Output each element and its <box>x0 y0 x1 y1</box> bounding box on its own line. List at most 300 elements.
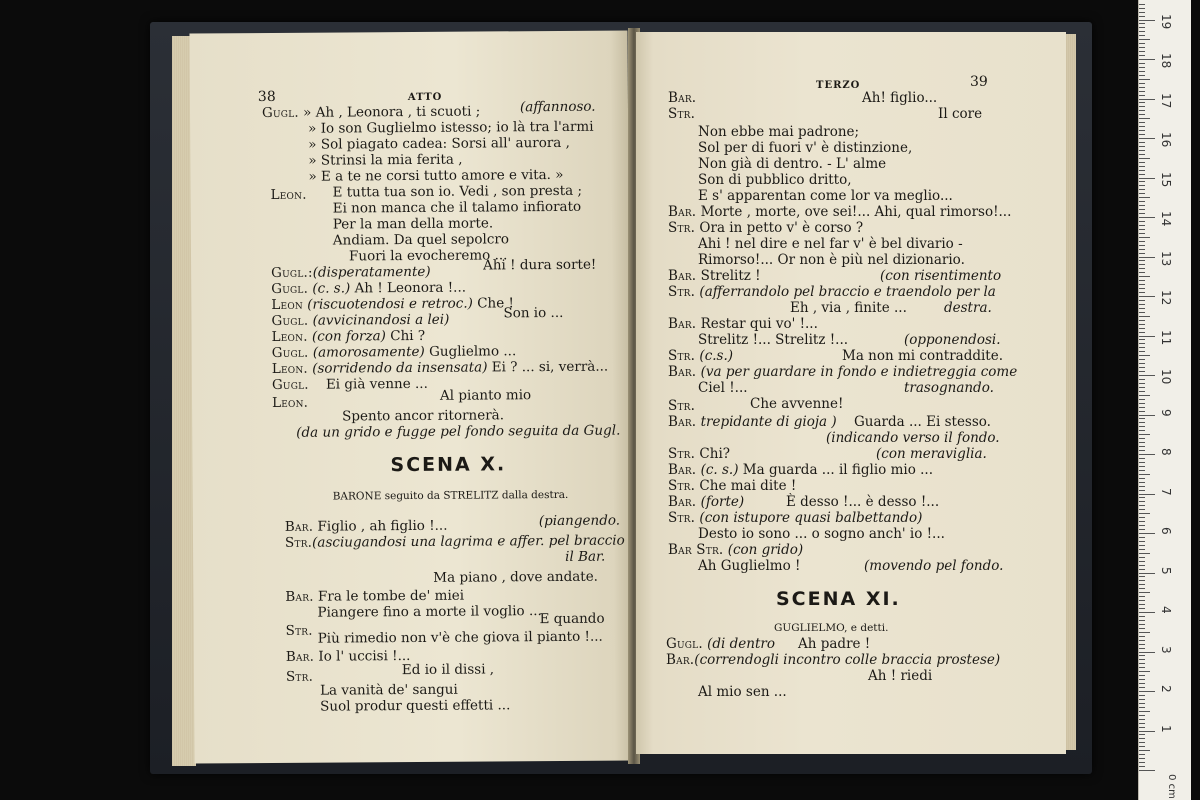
ruler-tick <box>1139 47 1145 48</box>
ruler-tick <box>1139 343 1145 344</box>
text-line: Bar. (va per guardare in fondo e indietreggia come <box>668 364 1018 380</box>
ruler-tick <box>1139 691 1155 692</box>
ruler-tick <box>1139 79 1150 80</box>
ruler-tick <box>1139 158 1150 159</box>
ruler-tick <box>1139 695 1145 696</box>
ruler-tick <box>1139 67 1145 68</box>
text-line: Leon. (sorridendo da insensata) Ei ? ... si, verrà... <box>271 358 609 377</box>
scene-title: SCENA X. <box>390 453 507 477</box>
right-page <box>636 32 1066 754</box>
text-line: Ma piano , dove andate. <box>433 568 599 586</box>
ruler-tick <box>1139 652 1155 653</box>
ruler-tick <box>1139 336 1155 337</box>
ruler-tick <box>1139 517 1145 518</box>
ruler-tick <box>1139 727 1145 728</box>
ruler-tick <box>1139 584 1145 585</box>
ruler-tick <box>1139 23 1145 24</box>
ruler-tick <box>1139 679 1145 680</box>
text-line: Ahi ! nel dire e nel far v' è bel divario - <box>698 236 963 252</box>
ruler-number: 2 <box>1159 685 1173 693</box>
text-line: Il core <box>938 106 983 122</box>
ruler-tick <box>1139 35 1145 36</box>
ruler-tick <box>1139 415 1155 416</box>
ruler-tick <box>1139 99 1155 100</box>
scene-title: SCENA XI. <box>776 588 901 610</box>
text-line: È desso !... è desso !... <box>786 494 940 510</box>
text-line: Ei non manca che il talamo infiorato <box>332 198 582 217</box>
text-line: Leon. (con forza) Chi ? <box>271 327 426 345</box>
ruler-tick <box>1139 426 1145 427</box>
ruler-tick <box>1139 359 1145 360</box>
text-line: Ciel !... <box>698 380 748 396</box>
ruler-tick <box>1139 55 1145 56</box>
ruler-tick <box>1139 624 1145 625</box>
speaker: Str. <box>285 668 314 685</box>
text-line: Suol produr questi effetti ... <box>320 697 511 715</box>
text-line: Gugl.:(disperatamente) <box>271 263 431 281</box>
ruler-tick <box>1139 466 1145 467</box>
text-line: Str. Che mai dite ! <box>668 478 797 494</box>
ruler-tick <box>1139 758 1145 759</box>
ruler-tick <box>1139 185 1145 186</box>
text-line: Gugl. Ei già venne ... <box>271 375 428 393</box>
stage-direction: (da un grido e fugge pel fondo seguita da Gugl. <box>296 422 621 441</box>
stage-direction: (con meraviglia. <box>876 446 987 462</box>
stage-direction: (piangendo. <box>538 512 621 530</box>
ruler-tick <box>1139 83 1145 84</box>
ruler-tick <box>1139 411 1145 412</box>
text-line: Bar. Morte , morte, ove sei!... Ahi, qual rimorso!... <box>668 204 1012 220</box>
ruler-tick <box>1139 719 1145 720</box>
ruler-number: 12 <box>1159 290 1173 306</box>
text-line: Bar Str. (con grido) <box>668 542 804 558</box>
speaker: Str. <box>668 106 696 122</box>
text-line: Gugl. » Ah , Leonora , ti scuoti ; <box>261 103 481 122</box>
ruler-tick <box>1139 31 1145 32</box>
ruler-tick <box>1139 497 1145 498</box>
ruler-tick <box>1139 450 1145 451</box>
ruler-tick <box>1139 446 1145 447</box>
text-line: Al pianto mio <box>439 387 532 404</box>
ruler-tick <box>1139 663 1145 664</box>
running-header: TERZO <box>816 80 861 91</box>
ruler-tick <box>1139 731 1155 732</box>
text-line: Bar. trepidante di gioja ) <box>668 414 837 430</box>
text-line: Ah Guglielmo ! <box>698 558 801 574</box>
ruler-tick <box>1139 154 1145 155</box>
ruler-tick <box>1139 501 1145 502</box>
ruler-tick <box>1139 284 1145 285</box>
ruler-tick <box>1139 280 1145 281</box>
ruler-tick <box>1139 620 1145 621</box>
ruler-tick <box>1139 521 1145 522</box>
ruler-tick <box>1139 193 1145 194</box>
ruler-tick <box>1139 754 1145 755</box>
ruler-tick <box>1139 513 1150 514</box>
ruler-tick <box>1139 138 1155 139</box>
text-line: Ahi ! dura sorte! <box>483 256 597 274</box>
text-line: Son di pubblico dritto, <box>698 172 852 188</box>
ruler-tick <box>1139 683 1145 684</box>
ruler-tick <box>1139 12 1145 13</box>
ruler-tick <box>1139 260 1145 261</box>
ruler-tick <box>1139 126 1145 127</box>
ruler-tick <box>1139 237 1150 238</box>
text-line: E tutta tua son io. Vedi , son presta ; <box>332 182 583 201</box>
ruler-tick <box>1139 249 1145 250</box>
ruler-tick <box>1139 734 1145 735</box>
ruler-tick <box>1139 505 1145 506</box>
ruler-tick <box>1139 387 1145 388</box>
ruler-tick <box>1139 715 1145 716</box>
speaker: Str. <box>285 622 313 639</box>
ruler-tick <box>1139 675 1145 676</box>
text-line: Bar. (c. s.) Ma guarda ... il figlio mio ... <box>668 462 933 478</box>
ruler-tick <box>1139 332 1145 333</box>
ruler-tick <box>1139 272 1145 273</box>
ruler-tick <box>1139 403 1145 404</box>
ruler-tick <box>1139 580 1145 581</box>
ruler-tick <box>1139 75 1145 76</box>
text-line: Leon (riscuotendosi e retroc.) Che ! <box>271 295 514 313</box>
ruler-tick <box>1139 596 1145 597</box>
ruler-tick <box>1139 328 1145 329</box>
measuring-ruler <box>1138 0 1191 800</box>
ruler-number: 8 <box>1159 448 1173 456</box>
ruler-tick <box>1139 363 1145 364</box>
ruler-tick <box>1139 288 1145 289</box>
ruler-tick <box>1139 150 1145 151</box>
ruler-tick <box>1139 217 1155 218</box>
ruler-tick <box>1139 20 1155 21</box>
ruler-tick <box>1139 490 1145 491</box>
text-line: E quando <box>539 610 605 628</box>
ruler-tick <box>1139 399 1145 400</box>
ruler-tick <box>1139 608 1145 609</box>
ruler-tick <box>1139 470 1145 471</box>
ruler-number: 10 <box>1159 369 1173 385</box>
ruler-tick <box>1139 257 1155 258</box>
ruler-tick <box>1139 178 1155 179</box>
ruler-tick <box>1139 241 1145 242</box>
ruler-tick <box>1139 268 1145 269</box>
ruler-tick <box>1139 533 1155 534</box>
scene-subtitle: GUGLIELMO, e detti. <box>774 622 889 634</box>
ruler-tick <box>1139 300 1145 301</box>
text-line: » Io son Guglielmo istesso; io là tra l'armi <box>308 118 594 137</box>
text-line: Son io ... <box>503 304 564 322</box>
ruler-tick <box>1139 711 1150 712</box>
text-line: Bar.(correndogli incontro colle braccia prostese) <box>666 652 1001 668</box>
text-line: Bar. (forte) <box>668 494 745 510</box>
text-line: Gugl. (amorosamente) Guglielmo ... <box>271 343 517 361</box>
ruler-tick <box>1139 375 1155 376</box>
ruler-number: 19 <box>1159 13 1173 29</box>
ruler-tick <box>1139 442 1145 443</box>
ruler-tick <box>1139 162 1145 163</box>
ruler-tick <box>1139 233 1145 234</box>
ruler-tick <box>1139 91 1145 92</box>
text-line: Eh , via , finite ... <box>790 300 907 316</box>
ruler-tick <box>1139 541 1145 542</box>
ruler-tick <box>1139 430 1145 431</box>
text-line: Guarda ... Ei stesso. <box>854 414 991 430</box>
ruler-tick <box>1139 723 1145 724</box>
ruler-tick <box>1139 134 1145 135</box>
text-line: Non già di dentro. - L' alme <box>698 156 887 172</box>
ruler-tick <box>1139 422 1145 423</box>
text-line: Gugl. (c. s.) Ah ! Leonora !... <box>271 279 467 297</box>
ruler-tick <box>1139 197 1150 198</box>
ruler-tick <box>1139 561 1145 562</box>
ruler-tick <box>1139 655 1145 656</box>
ruler-tick <box>1139 612 1155 613</box>
ruler-number: 15 <box>1159 171 1173 187</box>
text-line: Str. (con istupore quasi balbettando) <box>668 510 923 526</box>
ruler-tick <box>1139 225 1145 226</box>
text-line: Ah padre ! <box>798 636 871 652</box>
ruler-tick <box>1139 391 1145 392</box>
ruler-number: 16 <box>1159 132 1173 148</box>
ruler-tick <box>1139 292 1145 293</box>
ruler-tick <box>1139 8 1145 9</box>
ruler-tick <box>1139 742 1145 743</box>
ruler-tick <box>1139 320 1145 321</box>
ruler-number: 5 <box>1159 566 1173 575</box>
ruler-tick <box>1139 371 1145 372</box>
ruler-number: 14 <box>1159 211 1173 227</box>
ruler-tick <box>1139 592 1150 593</box>
ruler-tick <box>1139 462 1145 463</box>
stage-direction: trasognando. <box>904 380 994 396</box>
text-line: Bar. Fra le tombe de' miei <box>285 587 465 605</box>
ruler-tick <box>1139 383 1145 384</box>
ruler-tick <box>1139 667 1145 668</box>
ruler-number: 1 <box>1159 724 1173 733</box>
stage-direction: (opponendosi. <box>904 332 1001 348</box>
ruler-tick <box>1139 458 1145 459</box>
ruler-tick <box>1139 482 1145 483</box>
text-line: Ah ! riedi <box>868 668 933 684</box>
stage-direction: (indicando verso il fondo. <box>826 430 1000 446</box>
ruler-tick <box>1139 545 1145 546</box>
ruler-number: 6 <box>1159 527 1173 535</box>
ruler-tick <box>1139 245 1145 246</box>
ruler-tick <box>1139 671 1150 672</box>
ruler-tick <box>1139 253 1145 254</box>
ruler-tick <box>1139 478 1145 479</box>
text-line: Sol per di fuori v' è distinzione, <box>698 140 913 156</box>
text-line: Bar. Figlio , ah figlio !... <box>284 517 448 535</box>
ruler-tick <box>1139 648 1145 649</box>
ruler-tick <box>1139 51 1145 52</box>
ruler-tick <box>1139 276 1150 277</box>
ruler-number: 4 <box>1159 606 1173 614</box>
ruler-tick <box>1139 687 1145 688</box>
ruler-number: 13 <box>1159 250 1173 266</box>
ruler-tick <box>1139 509 1145 510</box>
ruler-tick <box>1139 264 1145 265</box>
text-line: Al mio sen ... <box>698 684 787 700</box>
ruler-tick <box>1139 4 1145 5</box>
text-line: Str.(asciugandosi una lagrima e affer. pel braccio <box>284 532 625 551</box>
ruler-tick <box>1139 114 1145 115</box>
ruler-tick <box>1139 699 1145 700</box>
ruler-tick <box>1139 213 1145 214</box>
ruler-number: 11 <box>1159 329 1173 345</box>
ruler-unit-label: 0 cm <box>1165 774 1177 799</box>
text-line: Piangere fino a morte il voglio ... <box>317 603 542 621</box>
ruler-tick <box>1139 43 1145 44</box>
stage-direction: (affannoso. <box>519 98 596 116</box>
ruler-number: 18 <box>1159 53 1173 69</box>
ruler-tick <box>1139 229 1145 230</box>
ruler-tick <box>1139 573 1155 574</box>
ruler-tick <box>1139 201 1145 202</box>
text-line: Ed io il dissi , <box>401 661 495 679</box>
ruler-tick <box>1139 110 1145 111</box>
ruler-tick <box>1139 339 1145 340</box>
text-line: » E a te ne corsi tutto amore e vita. » <box>308 166 564 185</box>
ruler-tick <box>1139 588 1145 589</box>
ruler-tick <box>1139 170 1145 171</box>
ruler-tick <box>1139 707 1145 708</box>
ruler-tick <box>1139 59 1155 60</box>
ruler-tick <box>1139 87 1145 88</box>
ruler-tick <box>1139 16 1145 17</box>
ruler-tick <box>1139 766 1145 767</box>
ruler-tick <box>1139 604 1145 605</box>
ruler-tick <box>1139 474 1150 475</box>
ruler-tick <box>1139 308 1145 309</box>
stage-direction: (con risentimento <box>880 268 1002 284</box>
ruler-tick <box>1139 304 1145 305</box>
speaker: Leon. <box>270 186 307 203</box>
ruler-tick <box>1139 122 1145 123</box>
ruler-tick <box>1139 118 1150 119</box>
text-line: Ma non mi contraddite. <box>842 348 1003 364</box>
stage-direction: destra. <box>944 300 992 316</box>
ruler-tick <box>1139 63 1145 64</box>
text-line: Str. (afferrandolo pel braccio e traendolo per la <box>668 284 996 300</box>
text-line: Bar. Strelitz ! <box>668 268 761 284</box>
ruler-tick <box>1139 312 1145 313</box>
text-line: Gugl. (di dentro <box>666 636 775 652</box>
ruler-tick <box>1139 146 1145 147</box>
speaker: Bar. <box>668 90 697 106</box>
running-header: ATTO <box>407 91 443 104</box>
ruler-tick <box>1139 494 1155 495</box>
ruler-tick <box>1139 644 1145 645</box>
text-line: E s' apparentan come lor va meglio... <box>698 188 953 204</box>
ruler-tick <box>1139 750 1150 751</box>
ruler-tick <box>1139 529 1145 530</box>
ruler-tick <box>1139 355 1150 356</box>
ruler-tick <box>1139 616 1145 617</box>
text-line: Per la man della morte. <box>332 215 494 233</box>
ruler-tick <box>1139 576 1145 577</box>
ruler-tick <box>1139 407 1145 408</box>
ruler-tick <box>1139 296 1155 297</box>
text-line: Str. (c.s.) <box>668 348 734 364</box>
ruler-tick <box>1139 557 1145 558</box>
ruler-tick <box>1139 27 1145 28</box>
ruler-tick <box>1139 221 1145 222</box>
ruler-tick <box>1139 537 1145 538</box>
ruler-tick <box>1139 395 1150 396</box>
ruler-tick <box>1139 434 1150 435</box>
ruler-tick <box>1139 569 1145 570</box>
text-line: Più rimedio non v'è che giova il pianto !... <box>317 628 603 647</box>
ruler-tick <box>1139 189 1145 190</box>
ruler-tick <box>1139 142 1145 143</box>
text-line: Str. Ora in petto v' è corso ? <box>668 220 864 236</box>
text-line: Bar. Restar qui vo' !... <box>668 316 818 332</box>
ruler-tick <box>1139 418 1145 419</box>
stage-direction: (movendo pel fondo. <box>864 558 1004 574</box>
ruler-tick <box>1139 770 1155 771</box>
text-line: Che avvenne! <box>750 396 844 412</box>
ruler-number: 7 <box>1159 487 1173 496</box>
text-line: Spento ancor ritornerà. <box>342 407 505 425</box>
ruler-tick <box>1139 628 1145 629</box>
ruler-number: 3 <box>1159 645 1173 654</box>
stage-direction: il Bar. <box>565 548 606 565</box>
ruler-tick <box>1139 106 1145 107</box>
ruler-tick <box>1139 454 1155 455</box>
ruler-tick <box>1139 738 1145 739</box>
text-line: Rimorso!... Or non è più nel dizionario. <box>698 252 965 268</box>
ruler-tick <box>1139 636 1145 637</box>
speaker: Str. <box>668 398 696 414</box>
text-line: Andiam. Da quel sepolcro <box>332 231 510 249</box>
page-number: 38 <box>257 88 276 106</box>
ruler-tick <box>1139 438 1145 439</box>
text-line: Fuori la evocheremo ... <box>348 247 508 265</box>
ruler-tick <box>1139 703 1145 704</box>
ruler-tick <box>1139 659 1145 660</box>
ruler-tick <box>1139 600 1145 601</box>
ruler-tick <box>1139 351 1145 352</box>
ruler-tick <box>1139 209 1145 210</box>
ruler-tick <box>1139 316 1150 317</box>
text-line: » Strinsi la mia ferita , <box>308 151 463 169</box>
ruler-tick <box>1139 71 1145 72</box>
ruler-tick <box>1139 102 1145 103</box>
ruler-tick <box>1139 746 1145 747</box>
ruler-tick <box>1139 174 1145 175</box>
ruler-tick <box>1139 324 1145 325</box>
ruler-tick <box>1139 39 1150 40</box>
text-line: La vanità de' sangui <box>319 681 458 699</box>
ruler-tick <box>1139 379 1145 380</box>
ruler-tick <box>1139 640 1145 641</box>
left-page <box>189 30 632 763</box>
text-line: Strelitz !... Strelitz !... <box>698 332 849 348</box>
text-line: Str. Chi? <box>668 446 731 462</box>
scene-subtitle: BARONE seguito da STRELITZ dalla destra. <box>332 488 569 503</box>
ruler-tick <box>1139 632 1150 633</box>
ruler-tick <box>1139 347 1145 348</box>
ruler-tick <box>1139 367 1145 368</box>
page-number: 39 <box>970 74 988 90</box>
ruler-tick <box>1139 95 1145 96</box>
text-line: Ah! figlio... <box>862 90 938 106</box>
ruler-tick <box>1139 762 1145 763</box>
ruler-tick <box>1139 130 1145 131</box>
ruler-tick <box>1139 205 1145 206</box>
text-line: Desto io sono ... o sogno anch' io !... <box>698 526 945 542</box>
